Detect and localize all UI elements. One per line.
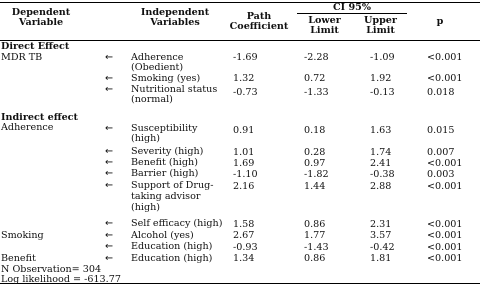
upper-cell: 2.41 — [370, 158, 392, 169]
independent-cell: Alcohol (yes) — [131, 230, 194, 241]
coef-cell: 1.34 — [233, 253, 255, 264]
independent-cell: Barrier (high) — [131, 168, 199, 179]
coef-cell: -1.69 — [233, 52, 258, 63]
coef-cell: 0.91 — [233, 125, 255, 136]
lower-cell: 0.97 — [304, 158, 326, 169]
lower-cell: 0.86 — [304, 253, 326, 264]
arrow-icon: ← — [105, 180, 114, 191]
arrow-icon: ← — [105, 230, 114, 241]
p-cell: <0.001 — [427, 253, 463, 264]
lower-cell: 0.86 — [304, 219, 326, 230]
independent-cell-cont: (Obedient) — [131, 62, 184, 73]
arrow-icon: ← — [105, 146, 114, 157]
ci-rule — [297, 13, 407, 14]
upper-cell: -1.09 — [370, 52, 395, 63]
lower-cell: 0.18 — [304, 125, 326, 136]
upper-cell: 1.92 — [370, 73, 392, 84]
footer-log-likelihood: Log likelihood = -613.77 — [1, 274, 121, 285]
p-cell: <0.001 — [427, 52, 463, 63]
header-upper-2: Limit — [366, 25, 395, 36]
header-ci: CI 95% — [333, 2, 371, 13]
p-cell: <0.001 — [427, 181, 463, 192]
coef-cell: 1.32 — [233, 73, 255, 84]
independent-cell: Nutritional status — [131, 84, 218, 95]
coef-cell: -0.93 — [233, 242, 258, 253]
header-independent-2: Variables — [150, 17, 200, 28]
independent-cell: Benefit (high) — [131, 157, 198, 168]
lower-cell: 0.72 — [304, 73, 326, 84]
arrow-icon: ← — [105, 218, 114, 229]
header-upper-1: Upper — [364, 15, 397, 26]
header-lower-2: Limit — [310, 25, 339, 36]
arrow-icon: ← — [105, 73, 114, 84]
p-cell: <0.001 — [427, 158, 463, 169]
coef-cell: 1.69 — [233, 158, 255, 169]
p-cell: 0.003 — [427, 169, 455, 180]
lower-cell: -2.28 — [304, 52, 329, 63]
header-independent-1: Independent — [140, 7, 210, 18]
lower-cell: 1.44 — [304, 181, 326, 192]
p-cell: <0.001 — [427, 73, 463, 84]
upper-cell: 1.81 — [370, 253, 392, 264]
dependent-cell: MDR TB — [1, 52, 43, 63]
dependent-cell: Benefit — [1, 253, 36, 264]
independent-cell: Education (high) — [131, 253, 213, 264]
arrow-icon: ← — [105, 253, 114, 264]
top-rule — [0, 2, 480, 3]
header-rule — [0, 40, 480, 41]
arrow-icon: ← — [105, 241, 114, 252]
coef-cell: -0.73 — [233, 87, 258, 98]
arrow-icon: ← — [105, 84, 114, 95]
independent-cell: Adherence — [131, 52, 184, 63]
coef-cell: 2.67 — [233, 230, 255, 241]
header-lower-1: Lower — [308, 15, 341, 26]
dependent-cell: Smoking — [1, 230, 44, 241]
independent-cell: Smoking (yes) — [131, 73, 201, 84]
independent-cell: Support of Drug- — [131, 180, 214, 191]
header-path-1: Path — [246, 11, 272, 22]
footer-n-observation: N Observation= 304 — [1, 264, 102, 275]
p-cell: <0.001 — [427, 230, 463, 241]
lower-cell: -1.82 — [304, 169, 329, 180]
lower-cell: -1.33 — [304, 87, 329, 98]
arrow-icon: ← — [105, 157, 114, 168]
lower-cell: -1.43 — [304, 242, 329, 253]
header-dependent-1: Dependent — [11, 7, 71, 18]
independent-cell: Susceptibility — [131, 123, 198, 134]
upper-cell: 2.31 — [370, 219, 392, 230]
header-dependent-2: Variable — [18, 17, 64, 28]
p-cell: 0.018 — [427, 87, 455, 98]
independent-cell: Severity (high) — [131, 146, 204, 157]
lower-cell: 0.28 — [304, 147, 326, 158]
arrow-icon: ← — [105, 123, 114, 134]
upper-cell: -0.13 — [370, 87, 395, 98]
p-cell: <0.001 — [427, 242, 463, 253]
coef-cell: 1.58 — [233, 219, 255, 230]
lower-cell: 1.77 — [304, 230, 326, 241]
independent-cell-cont: taking advisor — [131, 191, 201, 202]
independent-cell-cont: (high) — [131, 202, 161, 213]
header-p: p — [436, 16, 444, 27]
upper-cell: 1.63 — [370, 125, 392, 136]
arrow-icon: ← — [105, 168, 114, 179]
upper-cell: 3.57 — [370, 230, 392, 241]
upper-cell: -0.42 — [370, 242, 395, 253]
section-indirect: Indirect effect — [1, 112, 78, 123]
header-path-2: Coefficient — [229, 21, 289, 32]
p-cell: 0.015 — [427, 125, 455, 136]
independent-cell: Education (high) — [131, 241, 213, 252]
coef-cell: 2.16 — [233, 181, 255, 192]
dependent-cell: Adherence — [1, 122, 54, 133]
coef-cell: 1.01 — [233, 147, 255, 158]
coef-cell: -1.10 — [233, 169, 258, 180]
independent-cell-cont: (normal) — [131, 94, 173, 105]
upper-cell: 2.88 — [370, 181, 392, 192]
upper-cell: -0.38 — [370, 169, 395, 180]
independent-cell-cont: (high) — [131, 133, 161, 144]
arrow-icon: ← — [105, 52, 114, 63]
p-cell: 0.007 — [427, 147, 455, 158]
upper-cell: 1.74 — [370, 147, 392, 158]
p-cell: <0.001 — [427, 219, 463, 230]
independent-cell: Self efficacy (high) — [131, 218, 223, 229]
section-direct: Direct Effect — [1, 41, 70, 52]
